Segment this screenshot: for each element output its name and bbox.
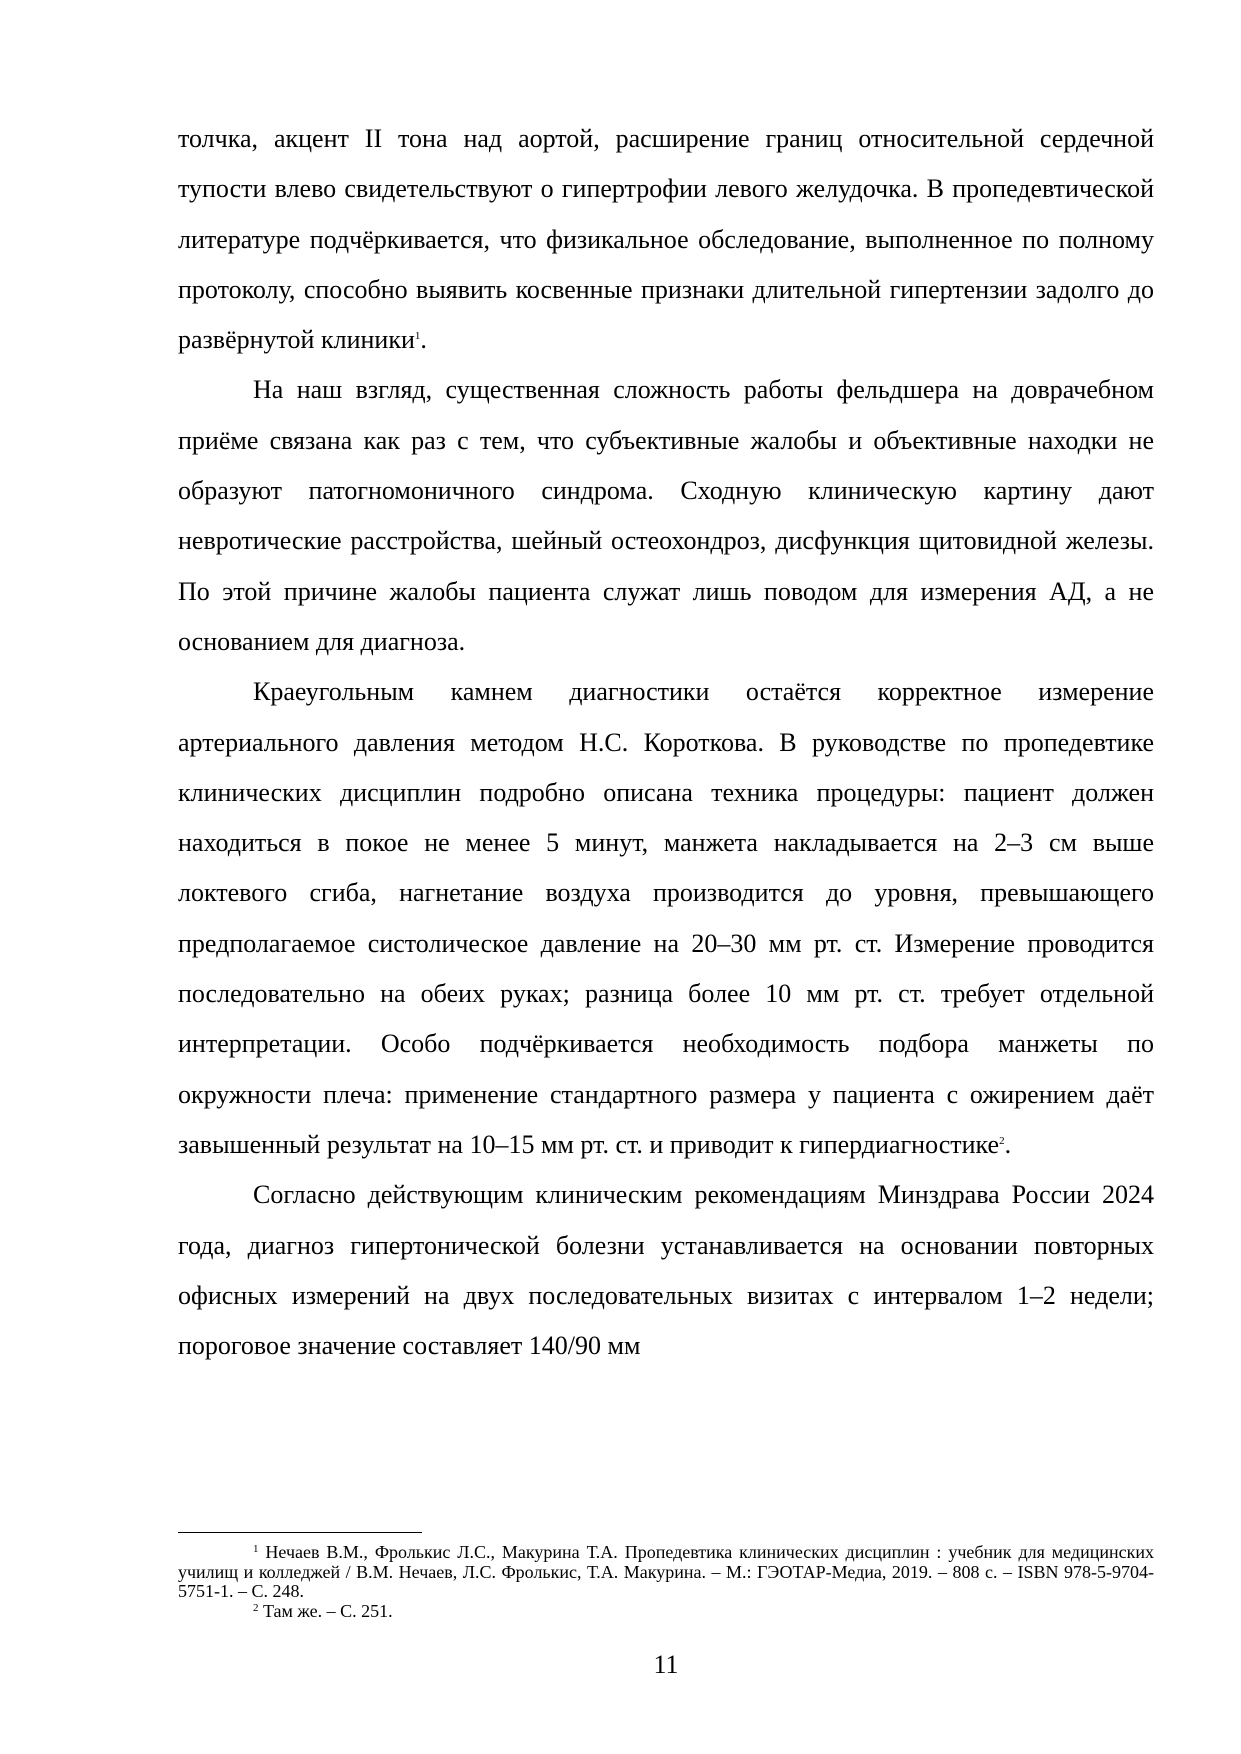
body-text [178,114,1154,1371]
paragraph-text: Краеугольным камнем диагностики остаётся корректное измерение артериального давления методом Н.С. Короткова. В руководстве по пропедевтике клинических дисциплин подробно описана техника процедуры: пациент должен находиться в покое не менее 5 минут, манжета накладывается на 2–3 см выше локтевого сгиба, нагнетание воздуха производится до уровня, превышающего предполагаемое систолическое давление на 20–30 мм рт. ст. Измерение проводится последовательно на обеих руках; разница более 10 мм рт. ст. требует отдельной интерпретации. Особо подчёркивается необходимость подбора манжеты по окружности плеча: применение стандартного размера у пациента с ожирением даёт завышенный результат на 10–15 мм рт. ст. и приводит к гипердиагностике [178,677,1154,1159]
footnote [178,1602,1154,1622]
footnote-divider [178,1532,422,1533]
paragraph-text: На наш взгляд, существенная сложность работы фельдшера на доврачебном приёме связана как раз с тем, что субъективные жалобы и объективные находки не образуют патогномоничного синдрома. Сходную клиническую картину дают невротические расстройства, шейный остеохондроз, дисфункция щитовидной железы. По этой причине жалобы пациента служат лишь поводом для измерения АД, а не основанием для диагноза. [178,375,1154,656]
paragraph-continuation [178,114,1154,365]
footnote-number: 2 [253,1601,259,1614]
footnotes [178,1543,1154,1621]
paragraph [178,365,1154,667]
paragraph-text: толчка, акцент II тона над аортой, расширение границ относительной сердечной тупости влево свидетельствуют о гипертрофии левого желудочка. В пропедевтической литературе подчёркивается, что физикальное обследование, выполненное по полному протоколу, способно выявить косвенные признаки длительной гипертензии задолго до развёрнутой клиники [178,124,1154,355]
footnote-number: 1 [253,1543,259,1555]
footnote-reference: 1 [414,330,421,343]
paragraph-text: Согласно действующим клиническим рекомендациям Минздрава России 2024 года, диагноз гипертонической болезни устанавливается на основании повторных офисных измерений на двух последовательных визитах с интервалом 1–2 недели; пороговое значение составляет 140/90 мм [178,1180,1154,1361]
paragraph [178,667,1154,1170]
page-number: 11 [653,1650,679,1679]
footnote-text: Нечаев В.М., Фролькис Л.С., Макурина Т.А. Пропедевтика клинических дисциплин : учебник для медицинских училищ и колледжей / В.М. Нечаев, Л.С. Фролькис, Т.А. Макурина. – М.: ГЭОТАР-Медиа, 2019. – 808 с. – ISBN 978-5-9704-5751-1. – С. 248. [178,1542,1154,1601]
paragraph [178,1170,1154,1371]
paragraph-tail: . [1004,1129,1012,1159]
footnote-text: Там же. – С. 251. [258,1600,393,1621]
paragraph-tail: . [420,325,427,355]
footnote-reference: 2 [999,1134,1005,1147]
footnote [178,1543,1154,1602]
